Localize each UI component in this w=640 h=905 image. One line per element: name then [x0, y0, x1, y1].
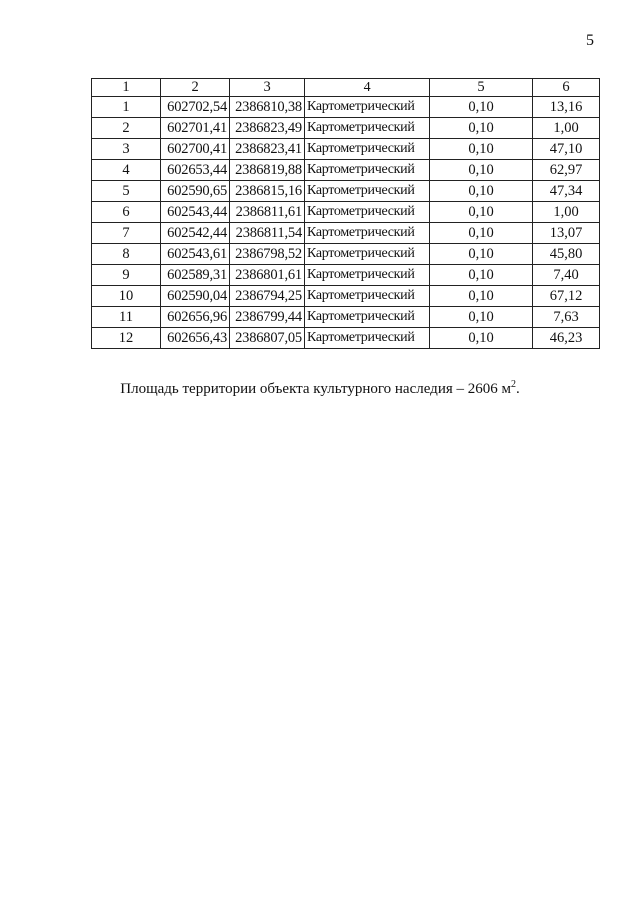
error-cell: 0,10: [430, 97, 533, 118]
table-row: [92, 223, 600, 244]
point-number-cell: 6: [92, 202, 161, 223]
segment-length-cell: 45,80: [533, 244, 600, 265]
y-coordinate-cell: 2386798,52: [230, 244, 305, 265]
point-number-cell: 2: [92, 118, 161, 139]
x-coordinate-cell: 602702,54: [161, 97, 230, 118]
header-cell-col-5: 5: [430, 79, 533, 97]
y-coordinate-cell: 2386811,61: [230, 202, 305, 223]
coordinates-table: [91, 78, 600, 349]
y-coordinate-cell: 2386810,38: [230, 97, 305, 118]
point-number-cell: 10: [92, 286, 161, 307]
x-coordinate-cell: 602590,65: [161, 181, 230, 202]
method-cell: Картометрический: [305, 328, 430, 349]
y-coordinate-cell: 2386807,05: [230, 328, 305, 349]
method-cell: Картометрический: [305, 223, 430, 244]
point-number-cell: 7: [92, 223, 161, 244]
point-number-cell: 1: [92, 97, 161, 118]
table-row: [92, 118, 600, 139]
header-cell-col-1: 1: [92, 79, 161, 97]
table-row: [92, 307, 600, 328]
table-row: [92, 181, 600, 202]
area-statement-end: .: [515, 381, 520, 397]
x-coordinate-cell: 602542,44: [161, 223, 230, 244]
x-coordinate-cell: 602590,04: [161, 286, 230, 307]
segment-length-cell: 62,97: [533, 160, 600, 181]
table-row: [92, 328, 600, 349]
method-cell: Картометрический: [305, 97, 430, 118]
method-cell: Картометрический: [305, 244, 430, 265]
x-coordinate-cell: 602656,43: [161, 328, 230, 349]
table-row: [92, 244, 600, 265]
point-number-cell: 9: [92, 265, 161, 286]
segment-length-cell: 1,00: [533, 118, 600, 139]
segment-length-cell: 46,23: [533, 328, 600, 349]
table-row: [92, 139, 600, 160]
error-cell: 0,10: [430, 328, 533, 349]
x-coordinate-cell: 602656,96: [161, 307, 230, 328]
area-statement-text: Площадь территории объекта культурного наследия – 2606 м: [120, 381, 511, 397]
method-cell: Картометрический: [305, 181, 430, 202]
error-cell: 0,10: [430, 202, 533, 223]
table-row: [92, 97, 600, 118]
segment-length-cell: 13,07: [533, 223, 600, 244]
header-cell-col-6: 6: [533, 79, 600, 97]
x-coordinate-cell: 602653,44: [161, 160, 230, 181]
point-number-cell: 8: [92, 244, 161, 265]
table-row: [92, 265, 600, 286]
method-cell: Картометрический: [305, 202, 430, 223]
table-header-row: [92, 79, 600, 97]
point-number-cell: 5: [92, 181, 161, 202]
y-coordinate-cell: 2386801,61: [230, 265, 305, 286]
method-cell: Картометрический: [305, 307, 430, 328]
segment-length-cell: 7,63: [533, 307, 600, 328]
segment-length-cell: 47,34: [533, 181, 600, 202]
segment-length-cell: 47,10: [533, 139, 600, 160]
error-cell: 0,10: [430, 223, 533, 244]
error-cell: 0,10: [430, 244, 533, 265]
x-coordinate-cell: 602700,41: [161, 139, 230, 160]
table-row: [92, 160, 600, 181]
point-number-cell: 11: [92, 307, 161, 328]
header-cell-col-4: 4: [305, 79, 430, 97]
page-number: 5: [586, 32, 594, 49]
table-row: [92, 286, 600, 307]
x-coordinate-cell: 602589,31: [161, 265, 230, 286]
coordinates-table-body: [92, 79, 600, 349]
error-cell: 0,10: [430, 181, 533, 202]
error-cell: 0,10: [430, 307, 533, 328]
x-coordinate-cell: 602543,61: [161, 244, 230, 265]
error-cell: 0,10: [430, 265, 533, 286]
error-cell: 0,10: [430, 160, 533, 181]
method-cell: Картометрический: [305, 286, 430, 307]
area-statement: [0, 381, 640, 398]
x-coordinate-cell: 602701,41: [161, 118, 230, 139]
y-coordinate-cell: 2386799,44: [230, 307, 305, 328]
table-row: [92, 202, 600, 223]
segment-length-cell: 7,40: [533, 265, 600, 286]
method-cell: Картометрический: [305, 265, 430, 286]
segment-length-cell: 1,00: [533, 202, 600, 223]
y-coordinate-cell: 2386819,88: [230, 160, 305, 181]
header-cell-col-3: 3: [230, 79, 305, 97]
segment-length-cell: 13,16: [533, 97, 600, 118]
x-coordinate-cell: 602543,44: [161, 202, 230, 223]
method-cell: Картометрический: [305, 160, 430, 181]
method-cell: Картометрический: [305, 139, 430, 160]
error-cell: 0,10: [430, 286, 533, 307]
y-coordinate-cell: 2386794,25: [230, 286, 305, 307]
y-coordinate-cell: 2386811,54: [230, 223, 305, 244]
area-unit-superscript: 2: [510, 379, 516, 390]
y-coordinate-cell: 2386823,41: [230, 139, 305, 160]
header-cell-col-2: 2: [161, 79, 230, 97]
point-number-cell: 4: [92, 160, 161, 181]
y-coordinate-cell: 2386823,49: [230, 118, 305, 139]
segment-length-cell: 67,12: [533, 286, 600, 307]
error-cell: 0,10: [430, 118, 533, 139]
method-cell: Картометрический: [305, 118, 430, 139]
point-number-cell: 3: [92, 139, 161, 160]
y-coordinate-cell: 2386815,16: [230, 181, 305, 202]
error-cell: 0,10: [430, 139, 533, 160]
point-number-cell: 12: [92, 328, 161, 349]
